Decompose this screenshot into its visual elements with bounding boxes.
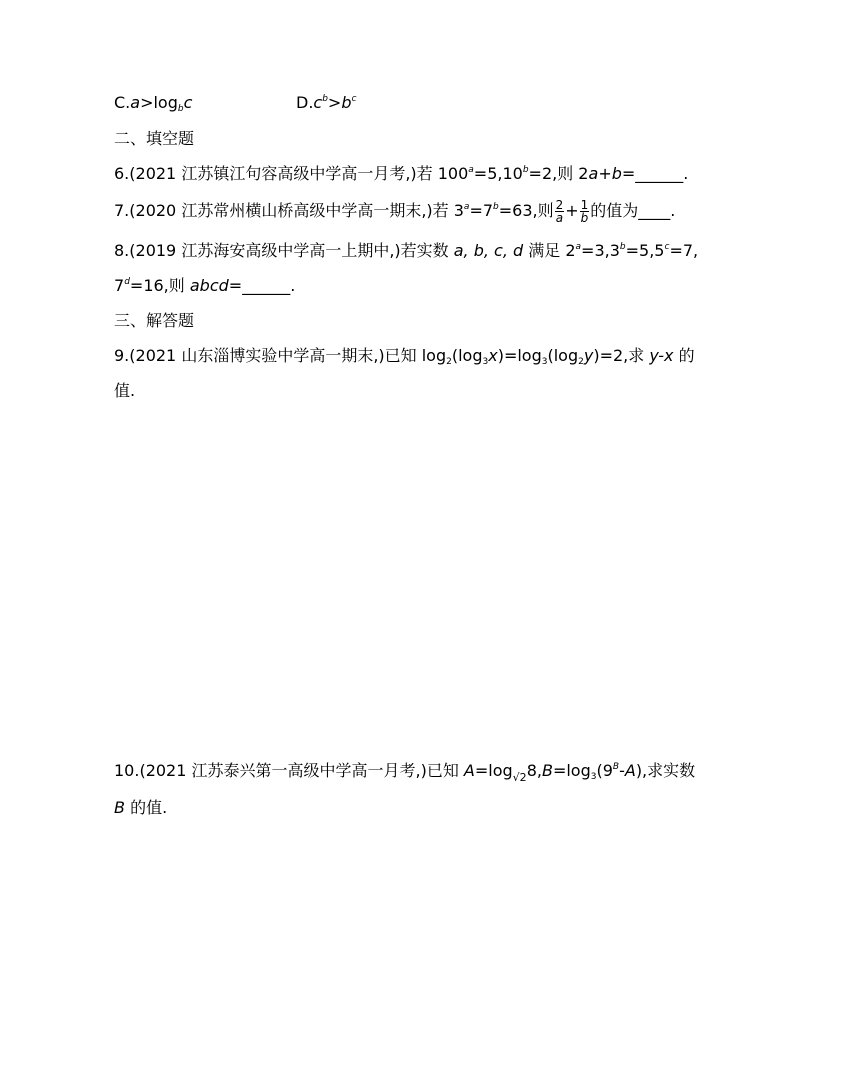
section-heading-fill-in: 二、填空题	[114, 129, 195, 148]
fraction-2-over-a: $\frac{2}{a}$	[555, 198, 564, 225]
question-10-line-1: 10.(2021 江苏泰兴第一高级中学高一月考,)已知 $A=\log_{√2}8,B=\log_3(9^B-A)$,求实数	[114, 761, 696, 784]
section-heading-answer: 三、解答题	[114, 311, 195, 330]
question-7: 7.(2020 江苏常州横山桥高级中学高一期末,)若 $3^a=7^b=63$,则 $\frac{2}{a}$ + $\frac{1}{b}$ 的值为____.	[114, 198, 676, 225]
question-10-line-2: B 的值.	[114, 798, 168, 817]
option-d: $D.c^b>b^c$	[296, 93, 357, 112]
question-8-line-1: 8.(2019 江苏海安高级中学高一上期中,)若实数 a, b, c, d 满足 $2^a=3,3^b=5,5^c=7$,	[114, 241, 699, 260]
question-6: 6.(2021 江苏镇江句容高级中学高一月考,)若 $100^a=5,10^b=2$,则 2a+b=______.	[114, 164, 689, 183]
option-c: $C.a>\log_bc$	[114, 93, 193, 114]
question-8-line-2: $7^d=16$,则 abcd=______.	[114, 276, 296, 295]
sqrt-2-subscript: √2	[512, 771, 527, 784]
question-9-line-1: 9.(2021 山东淄博实验中学高一期末,)已知 $\log_2(\log_3x)=\log_3(\log_2y)=2$,求 y-x 的	[114, 346, 695, 367]
q5-options	[114, 92, 357, 114]
question-9-line-2: 值.	[114, 381, 136, 400]
fraction-1-over-b: $\frac{1}{b}$	[580, 198, 589, 225]
